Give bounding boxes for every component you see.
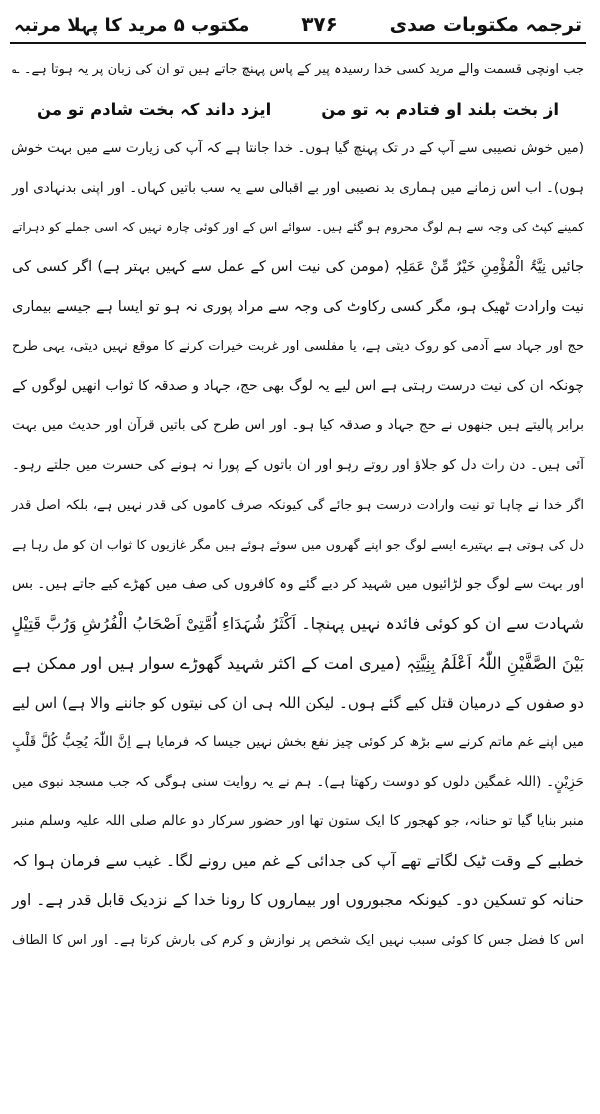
text-line: اس کا فضل جس کا کوئی سبب نہیں ایک شخص پر نوازش و کرم کی بارش کرتا ہے۔ اور اس کا الطاف: [12, 933, 584, 949]
text-line: کمینے کپٹ کی وجہ سے ہم لوگ محروم ہو گئے ہیں۔ سوائے اس کے اور کوئی چارہ نہیں کہ اسی جملے کو دہراتے: [12, 220, 584, 235]
text-line: اور بہت سے لوگ جو لڑائیوں میں شہید کر دیے گئے وہ کافروں کی صف میں کھڑے کیے جاتے ہیں۔ بس: [12, 575, 584, 592]
page-header: [10, 8, 586, 40]
text-line: حنانہ کو تسکین دو۔ کیونکہ مجبوروں اور بیماروں کا رونا خدا کے نزدیک قابل قدر ہے۔ اور: [12, 891, 584, 910]
book-title: ترجمہ مکتوبات صدی: [389, 14, 582, 36]
text-line: چونکہ ان کی نیت درست رہتی ہے اس لیے یہ لوگ بھی حج، جہاد و صدقہ کا ثواب انھیں لوگوں کے: [12, 377, 584, 394]
text-line: اگر خدا نے چاہا تو نیت وارادت درست ہو جائے گی کیونکہ صرف کاموں کی قدر نہیں ہے، بلکہ اصل قدر: [12, 497, 584, 513]
text-line: شہادت سے ان کو کوئی فائدہ نہیں پہنچا۔ اَکْثَرُ شُہَدَاءِ اُمَّتِیْ اَصْحَابُ الْفُرُشِ وَرُبَّ قَتِیْلٍ: [11, 614, 584, 634]
text-line: ہوں)۔ اب اس زمانے میں ہماری بد نصیبی اور بے اقبالی سے یہ سب باتیں کہاں۔ اور اپنی بدنہادی اور: [12, 179, 584, 196]
text-line: حَزِیْنٍ۔ (اللہ غمگین دلوں کو دوست رکھتا ہے)۔ ہم نے یہ روایت سنی ہوگی کہ جب مسجد نبوی میں: [12, 773, 584, 790]
text-line: منبر بنایا گیا تو حنانہ، جو کھجور کا ایک ستون تھا اور حضور سرکار دو عالم صلی اللہ علیہ وسلم منبر: [12, 813, 584, 830]
text-line: میں اپنے غم ماتم کرنے سے بڑھ کر کوئی چیز نفع بخش نہیں جیسا کہ فرمایا ہے اِنَّ اللّٰہَ یُحِبُّ کُلَّ قَلْبٍ: [12, 734, 584, 751]
text-line: دو صفوں کے درمیان قتل کیے گئے ہوں۔ لیکن اللہ ہی ان کی نیتوں کو جاننے والا ہے) اس لیے: [12, 693, 584, 712]
verse-first-half: از بخت بلند او فتادم بہ تو من: [321, 99, 560, 119]
text-line: آئی ہیں۔ دن رات دل کو جلاؤ اور روتے رہو اور ان باتوں کے پورا نہ ہونے کی حسرت میں جلتے رہو۔: [12, 456, 584, 473]
text-line: جائیں نِیَّۃُ الْمُؤْمِنِ خَیْرٌ مِّنْ عَمَلِہٖ (مومن کی نیت اس کے عمل سے کہیں بہتر ہے) اگر کسی کی: [12, 258, 584, 275]
text-line: دل کی ہوتی ہے بہتیرے ایسے لوگ جو اپنے گھروں میں سوئے ہوئے ہیں مگر غازیوں کا ثواب ان کو مل رہا ہے: [12, 537, 584, 553]
verse-line: [10, 90, 586, 130]
text-line: بَیْنَ الصَّفَّیْنِ اللّٰہُ اَعْلَمُ بِنِیَّتِہٖ (میری امت کے اکثر شہید گھوڑے سوار ہیں اور ممکن ہے: [11, 653, 584, 673]
page-number: ۳۷۶: [301, 12, 338, 36]
text-line: نیت وارادت ٹھیک ہو، مگر کسی رکاوٹ کی وجہ سے مراد پوری نہ ہو تو ایسا ہے جیسے بیماری: [12, 298, 584, 315]
text-line: برابر پالیتے ہیں جنھوں نے حج جہاد و صدقہ کیا ہو۔ اور اس طرح کی باتیں قرآن اور حدیث میں بہت: [12, 417, 584, 434]
text-line: (میں خوش نصیبی سے آپ کے در تک پہنچ گیا ہوں۔ خدا جانتا ہے کہ آپ کی زیارت سے میں بہت خوش: [11, 140, 584, 157]
letter-title: مکتوب ۵ مرید کا پہلا مرتبہ: [14, 15, 250, 36]
header-divider: [10, 42, 586, 44]
text-line: حج اور جہاد سے آدمی کو روک دیتی ہے، یا مفلسی اور غربت خیرات کرنے کا موقع نہیں دیتی، یہی طرح: [12, 339, 584, 355]
text-line: خطبے کے وقت ٹیک لگاتے تھے آپ کی جدائی کے غم میں رونے لگا۔ غیب سے فرمان ہوا کہ: [12, 851, 584, 870]
body-text: [10, 50, 586, 961]
verse-second-half: ایزد داند کہ بخت شادم تو من: [36, 99, 272, 119]
text-line: جب اونچی قسمت والے مرید کسی خدا رسیدہ پیر کے پاس پہنچ جاتے ہیں تو ان کی زبان پر یہ ہوتا ہے۔ ؎: [12, 62, 584, 77]
